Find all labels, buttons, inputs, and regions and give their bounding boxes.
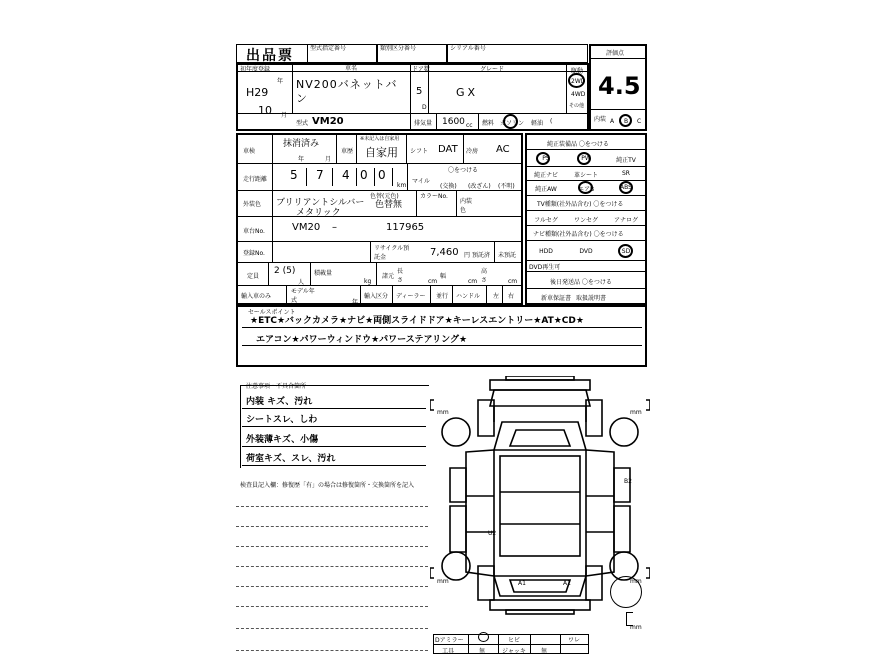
damage-mark-a1-right: A1 xyxy=(563,580,571,587)
displacement-unit: cc xyxy=(466,122,473,129)
equip-pw: PW xyxy=(581,155,591,162)
fuel-gasoline: ガソリン xyxy=(500,120,525,127)
mm-label-spare: mm xyxy=(630,624,642,631)
mileage-digit-4: 0 xyxy=(360,168,368,182)
interior-color-label: 内装色 xyxy=(460,198,473,214)
interior-a: A xyxy=(610,118,615,125)
load-label: 積載量 xyxy=(314,270,333,277)
recycle-value: 7,460 xyxy=(430,247,459,258)
crack-label: ヒビ xyxy=(508,637,521,644)
jack-value: 無 xyxy=(541,648,548,655)
equip-leather: 革シート xyxy=(573,172,598,179)
tv-label: TV種類(社外品含む) 〇をつける xyxy=(537,201,624,208)
usage-label: 車歴 xyxy=(341,148,354,155)
fuel-label: 燃料 xyxy=(482,120,495,127)
note-line-2: シートスレ、しわ xyxy=(246,415,318,425)
dealer-label: ディーラー xyxy=(396,293,426,300)
equip-navi: 純正ナビ xyxy=(533,172,558,179)
color-label: 外装色 xyxy=(243,201,262,208)
shift-label: シフト xyxy=(410,148,429,155)
doors-value: 5 xyxy=(416,86,423,97)
parallel-label: 並行 xyxy=(436,293,449,300)
load-unit: kg xyxy=(364,278,372,285)
chassis-model: VM20 xyxy=(292,222,321,233)
dvd-label: DVD再生可 xyxy=(529,264,561,271)
jack-label: ジャッキ xyxy=(502,648,526,655)
mileage-digit-3: 4 xyxy=(342,168,350,182)
navi-dvd: DVD xyxy=(579,248,593,255)
equip-abs-circle xyxy=(619,181,633,194)
chassis-no: 117965 xyxy=(386,222,425,233)
navi-label: ナビ種類(社外品含む) 〇をつける xyxy=(533,231,624,238)
docs-manual: 取扱説明書 xyxy=(575,295,606,302)
drive-4wd: 4WD xyxy=(571,91,586,98)
navi-sd-circle xyxy=(618,244,633,258)
capacity-unit: 人 xyxy=(298,279,305,286)
length-unit: cm xyxy=(428,278,438,285)
page-title: 出品票 xyxy=(246,48,294,64)
fuel-gasoline-circle xyxy=(503,114,518,129)
damage-mark-u2: U2 xyxy=(488,530,497,537)
sales-points-label: セールスポイント xyxy=(248,309,296,316)
mileage-label: 走行距離 xyxy=(243,176,268,183)
inspection-month: 月 xyxy=(325,156,332,163)
score-label: 評価点 xyxy=(606,50,625,57)
tv-one: ワンセグ xyxy=(573,217,598,224)
capacity-label: 定員 xyxy=(247,273,260,280)
interior-b-circle xyxy=(619,114,632,127)
sales-points-line2: エアコン★パワーウィンドウ★パワーステアリング★ xyxy=(256,335,468,345)
damage-mark-b2: B2 xyxy=(624,478,632,485)
inspection-year: 年 xyxy=(298,156,305,163)
score-value: 4.5 xyxy=(598,72,641,100)
meter-changed: (交換) xyxy=(440,183,457,190)
navi-hdd: HDD xyxy=(539,248,553,255)
left-label: 左 xyxy=(493,293,500,300)
note-line-4: 荷室キズ、スレ、汚れ xyxy=(246,454,336,464)
equip-ps-circle xyxy=(536,152,550,165)
equip-pw-circle xyxy=(577,152,591,165)
chassis-label: 車台No. xyxy=(243,228,265,235)
equip-tv: 純正TV xyxy=(616,157,636,164)
docs-label: 後日発送品 〇をつける xyxy=(550,279,612,286)
mm-label-br: mm xyxy=(630,578,642,585)
genuine-label: 純正装備品 〇をつける xyxy=(547,141,609,148)
mileage-circle-note: 〇をつける xyxy=(448,167,479,174)
inspection-label: 車検 xyxy=(243,148,256,155)
first-reg-year-suffix: 年 xyxy=(277,78,284,85)
drive-other: その他 xyxy=(569,103,585,109)
notes-label: 注意事項・不具合箇所 xyxy=(246,383,307,390)
doors-label: ドア数 xyxy=(412,66,430,73)
displacement-label: 排気量 xyxy=(414,120,433,127)
doors-suffix: D xyxy=(422,104,427,111)
docs-warranty: 新車保証書 xyxy=(540,295,571,302)
drive-2wd-circle xyxy=(568,73,585,88)
damage-mark-a1-left: A1 xyxy=(518,580,526,587)
drive-label: 駆動 xyxy=(571,68,584,75)
usage-value: 自家用 xyxy=(365,146,398,159)
color-value-line2: メタリック xyxy=(296,208,341,218)
navi-sd: SD xyxy=(621,248,631,255)
fuel-other: ( xyxy=(550,118,553,125)
chassis-dash: – xyxy=(332,222,337,233)
equip-aw: 純正AW xyxy=(535,186,557,193)
grade-value: GX xyxy=(456,86,479,99)
recycle-unit: 円 xyxy=(464,252,471,259)
model-year-label: モデル年式 xyxy=(291,288,315,304)
model-label: 型式 xyxy=(296,120,309,127)
door-mirror-circle xyxy=(478,632,489,642)
ac-label: 冷房 xyxy=(466,148,479,155)
serial-no: シリアル番号 xyxy=(447,44,588,63)
interior-b: B xyxy=(624,118,629,125)
fuel-diesel: 軽油 xyxy=(531,120,544,127)
usage-note: ※未記入は自家用 xyxy=(360,136,400,142)
tv-analog: アナログ xyxy=(613,217,638,224)
length-label: 長さ xyxy=(397,268,404,284)
color-change-value: 色替無 xyxy=(375,200,403,210)
chip-label: ワレ xyxy=(568,637,581,644)
handle-label: ハンドル xyxy=(456,293,481,300)
spare-tire-icon xyxy=(610,576,642,608)
mm-label-bl: mm xyxy=(437,578,449,585)
tools-value: 無 xyxy=(479,648,486,655)
equip-airbag: エアB xyxy=(577,186,595,193)
recycle-paid: 預託済 xyxy=(472,252,491,259)
width-unit: cm xyxy=(468,278,478,285)
shift-value: DAT xyxy=(438,144,458,155)
displacement-value: 1600 xyxy=(442,117,465,127)
first-reg-label: 初年度登録 xyxy=(240,66,271,73)
first-reg-month-suffix: 月 xyxy=(281,112,288,119)
tools-label: 工具 xyxy=(442,648,455,655)
meter-rewound: (改ざん) xyxy=(468,183,491,190)
height-unit: cm xyxy=(508,278,518,285)
interior-label: 内装 xyxy=(594,116,607,123)
recycle-label: リサイクル預託金 xyxy=(374,245,410,261)
color-no-label: カラーNo. xyxy=(420,193,448,200)
mm-label-tr: mm xyxy=(630,409,642,416)
grade-label: グレード xyxy=(480,66,505,73)
car-name: NV200バネットバン xyxy=(296,78,398,105)
inspection-value: 抹消済み xyxy=(283,139,320,149)
reg-no-label: 登録No. xyxy=(243,250,265,257)
height-label: 高さ xyxy=(481,268,488,284)
size-label: 諸元 xyxy=(382,273,395,280)
model-cert-no: 型式指定番号 xyxy=(307,44,377,63)
equip-sr: SR xyxy=(622,170,630,177)
model-year-unit: 年 xyxy=(352,299,359,306)
note-line-1: 内装 キズ、汚れ xyxy=(246,397,313,407)
drive-2wd: 2WD xyxy=(571,78,586,85)
sales-points-line1: ★ETC★バックカメラ★ナビ★両側スライドドア★キーレスエントリー★AT★CD★ xyxy=(250,316,584,326)
mile-label: マイル xyxy=(412,178,430,185)
mileage-digit-2: 7 xyxy=(316,168,324,182)
equip-abs: ABS xyxy=(620,184,632,191)
tv-full: フルセグ xyxy=(534,217,558,224)
note-line-3: 外装薄キズ、小傷 xyxy=(246,435,319,445)
mileage-digit-5: 0 xyxy=(378,168,386,182)
right-label: 右 xyxy=(508,293,515,300)
meter-unknown: (不明) xyxy=(498,183,515,190)
color-change-label: 色替(元色) xyxy=(370,193,399,200)
car-name-label: 車名 xyxy=(345,65,358,72)
model-value: VM20 xyxy=(312,116,344,127)
interior-c: C xyxy=(637,118,642,125)
mm-label-tl: mm xyxy=(437,409,449,416)
import-label: 輸入車のみ xyxy=(241,293,272,300)
category-no: 類別区分番号 xyxy=(377,44,447,63)
first-reg-month: 10 xyxy=(258,104,272,117)
import-type-label: 輸入区分 xyxy=(364,293,389,300)
mileage-unit: km xyxy=(397,182,407,189)
color-value-line1: ブリリアントシルバー xyxy=(276,198,365,208)
recycle-unpaid: 未預託 xyxy=(498,252,517,259)
ac-value: AC xyxy=(496,144,510,155)
capacity-value: 2 (5) xyxy=(274,266,296,276)
equip-airbag-circle xyxy=(578,181,593,194)
equip-ps: PS xyxy=(542,155,550,162)
inspector-label: 検査員記入欄：修復歴「有」の場合は修復箇所・交換箇所を記入 xyxy=(240,482,415,489)
width-label: 幅 xyxy=(440,273,447,280)
mileage-digit-1: 5 xyxy=(290,168,298,182)
door-mirror-label: Dアミラー xyxy=(435,637,464,644)
first-reg-year: H29 xyxy=(246,86,269,99)
